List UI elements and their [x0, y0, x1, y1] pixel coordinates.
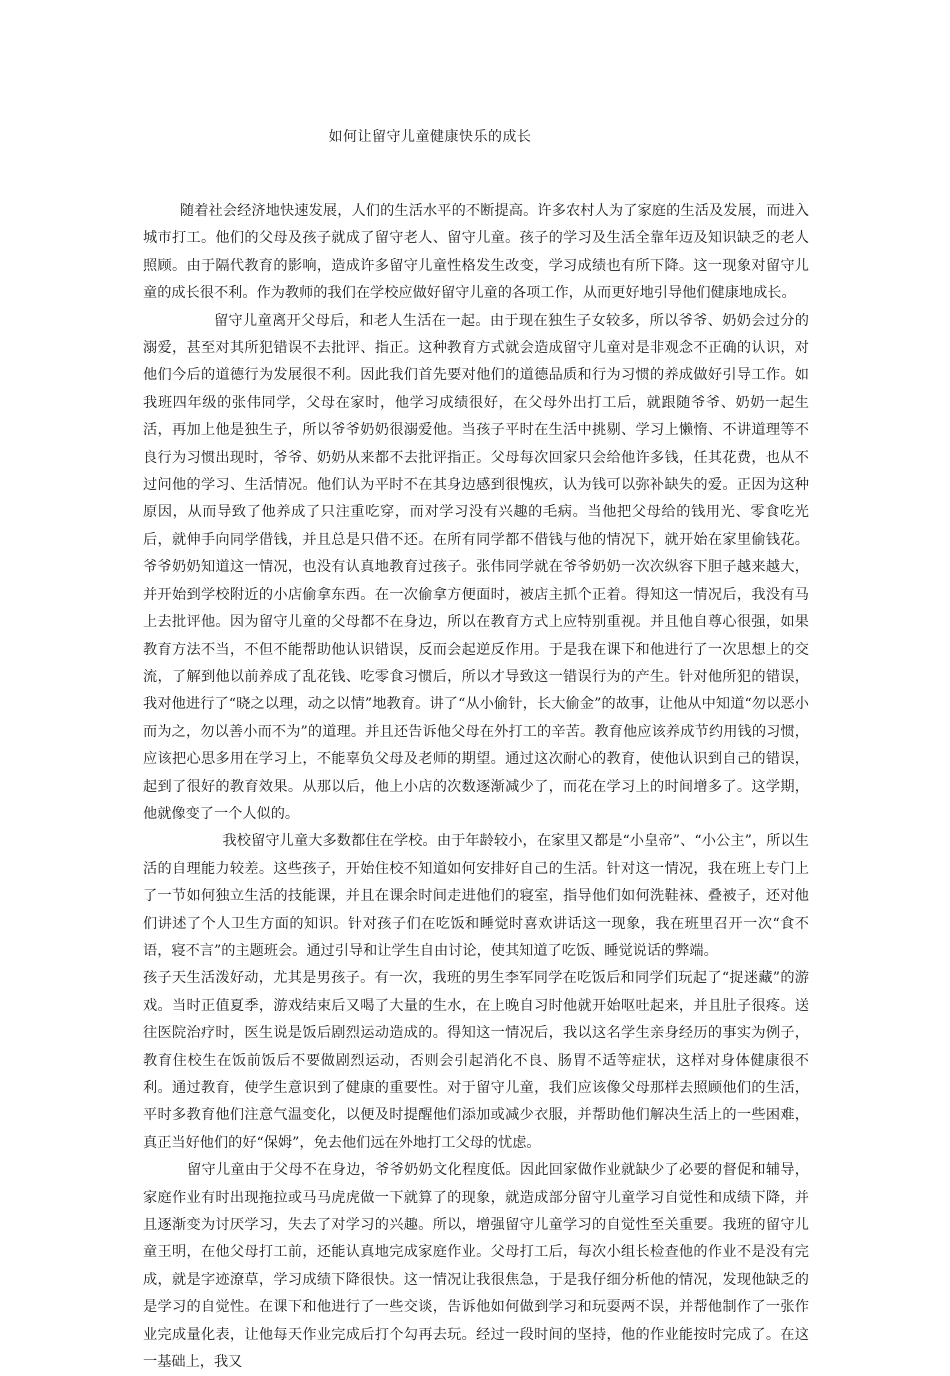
paragraph-health: 孩子天生活泼好动，尤其是男孩子。有一次，我班的男生李军同学在吃饭后和同学们玩起了“捉迷藏”的游戏。当时正值夏季，游戏结束后又喝了大量的生水，在上晚自习时他就开始呕吐起来，并且肚子很疼。送往医院治疗时，医生说是饭后剧烈运动造成的。得知这一情况后，我以这名学生亲身经历的事实为例子，教育住校生在饭前饭后不要做剧烈运动，否则会引起消化不良、肠胃不适等症状，这样对身体健康很不利。通过教育，使学生意识到了健康的重要性。对于留守儿童，我们应该像父母那样去照顾他们的生活，平时多教育他们注意气温变化，以便及时提醒他们添加或减少衣服，并帮助他们解决生活上的一些困难，真正当好他们的好“保姆”，免去他们远在外地打工父母的忧虑。 [143, 970, 809, 1151]
paragraph-study-habits: 留守儿童由于父母不在身边，爷爷奶奶文化程度低。因此回家做作业就缺少了必要的督促和辅导，家庭作业有时出现拖拉或马马虎虎做一下就算了的现象，就造成部分留守儿童学习自觉性和成绩下降，并且逐渐变为讨厌学习，失去了对学习的兴趣。所以，增强留守儿童学习的自觉性至关重要。我班的留守儿童王明，在他父母打工前，还能认真地完成家庭作业。父母打工后，每次小组长检查他的作业不是没有完成，就是字迹潦草，学习成绩下降很快。这一情况让我很焦急，于是我仔细分析他的情况，发现他缺乏的是学习的自觉性。在课下和他进行了一些交谈，告诉他如何做到学习和玩耍两不误，并帮他制作了一张作业完成量化表，让他每天作业完成后打个勾再去玩。经过一段时间的坚持，他的作业能按时完成了。在这一基础上，我又 [143, 1162, 809, 1371]
paragraph-moral-education: 留守儿童离开父母后，和老人生活在一起。由于现在独生子女较多，所以爷爷、奶奶会过分的溺爱，甚至对其所犯错误不去批评、指正。这种教育方式就会造成留守儿童对是非观念不正确的认识，对他们今后的道德行为发展很不利。因此我们首先要对他们的道德品质和行为习惯的养成做好引导工作。如我班四年级的张伟同学，父母在家时，他学习成绩很好，在父母外出打工后，就跟随爷爷、奶奶一起生活，再加上他是独生子，所以爷爷奶奶很溺爱他。当孩子平时在生活中挑剔、学习上懒惰、不讲道理等不良行为习惯出现时，爷爷、奶奶从来都不去批评指正。父母每次回家只会给他许多钱，任其花费，也从不过问他的学习、生活情况。他们认为平时不在其身边感到很愧疚，认为钱可以弥补缺失的爱。正因为这种原因，从而导致了他养成了只注重吃穿，而对学习没有兴趣的毛病。当他把父母给的钱用光、零食吃光后，就伸手向同学借钱，并且总是只借不还。在所有同学都不借钱与他的情况下，就开始在家里偷钱花。爷爷奶奶知道这一情况，也没有认真地教育过孩子。张伟同学就在爷爷奶奶一次次纵容下胆子越来越大，并开始到学校附近的小店偷拿东西。在一次偷拿方便面时，被店主抓个正着。得知这一情况后，我没有马上去批评他。因为留守儿童的父母都不在身边，所以在教育方式上应特别重视。并且他自尊心很强，如果教育方法不当，不但不能帮助他认识错误，反而会起逆反作用。于是我在课下和他进行了一次思想上的交流，了解到他以前养成了乱花钱、吃零食习惯后，所以才导致这一错误行为的产生。针对他所犯的错误，我对他进行了“晓之以理，动之以情”地教育。讲了“从小偷针，长大偷金”的故事，让他从中知道“勿以恶小而为之，勿以善小而不为”的道理。并且还告诉他父母在外打工的辛苦。教育他应该养成节约用钱的习惯，应该把心思多用在学习上，不能辜负父母及老师的期望。通过这次耐心的教育，使他认识到自己的错误，起到了很好的教育效果。从那以后，他上小店的次数逐渐减少了，而花在学习上的时间增多了。这学期，他就像变了一个人似的。 [143, 312, 809, 822]
paragraph-self-care: 我校留守儿童大多数都住在学校。由于年龄较小，在家里又都是“小皇帝”、“小公主”，所以生活的自理能力较差。这些孩子，开始住校不知道如何安排好自己的生活。针对这一情况，我在班上专门上了一节如何独立生活的技能课，并且在课余时间走进他们的寝室，指导他们如何洗鞋袜、叠被子，还对他们讲述了个人卫生方面的知识。针对孩子们在吃饭和睡觉时喜欢讲话这一现象，我在班里召开一次“食不语，寝不言”的主题班会。通过引导和让学生自由讨论，使其知道了吃饭、睡觉说话的弊端。 [143, 833, 809, 959]
document-body [143, 198, 809, 1376]
paragraph-intro: 随着社会经济地快速发展，人们的生活水平的不断提高。许多农村人为了家庭的生活及发展，而进入城市打工。他们的父母及孩子就成了留守老人、留守儿童。孩子的学习及生活全靠年迈及知识缺乏的老人照顾。由于隔代教育的影响，造成许多留守儿童性格发生改变，学习成绩也有所下降。这一现象对留守儿童的成长很不利。作为教师的我们在学校应做好留守儿童的各项工作，从而更好地引导他们健康地成长。 [143, 203, 809, 302]
document-title: 如何让留守儿童健康快乐的成长 [328, 129, 532, 145]
